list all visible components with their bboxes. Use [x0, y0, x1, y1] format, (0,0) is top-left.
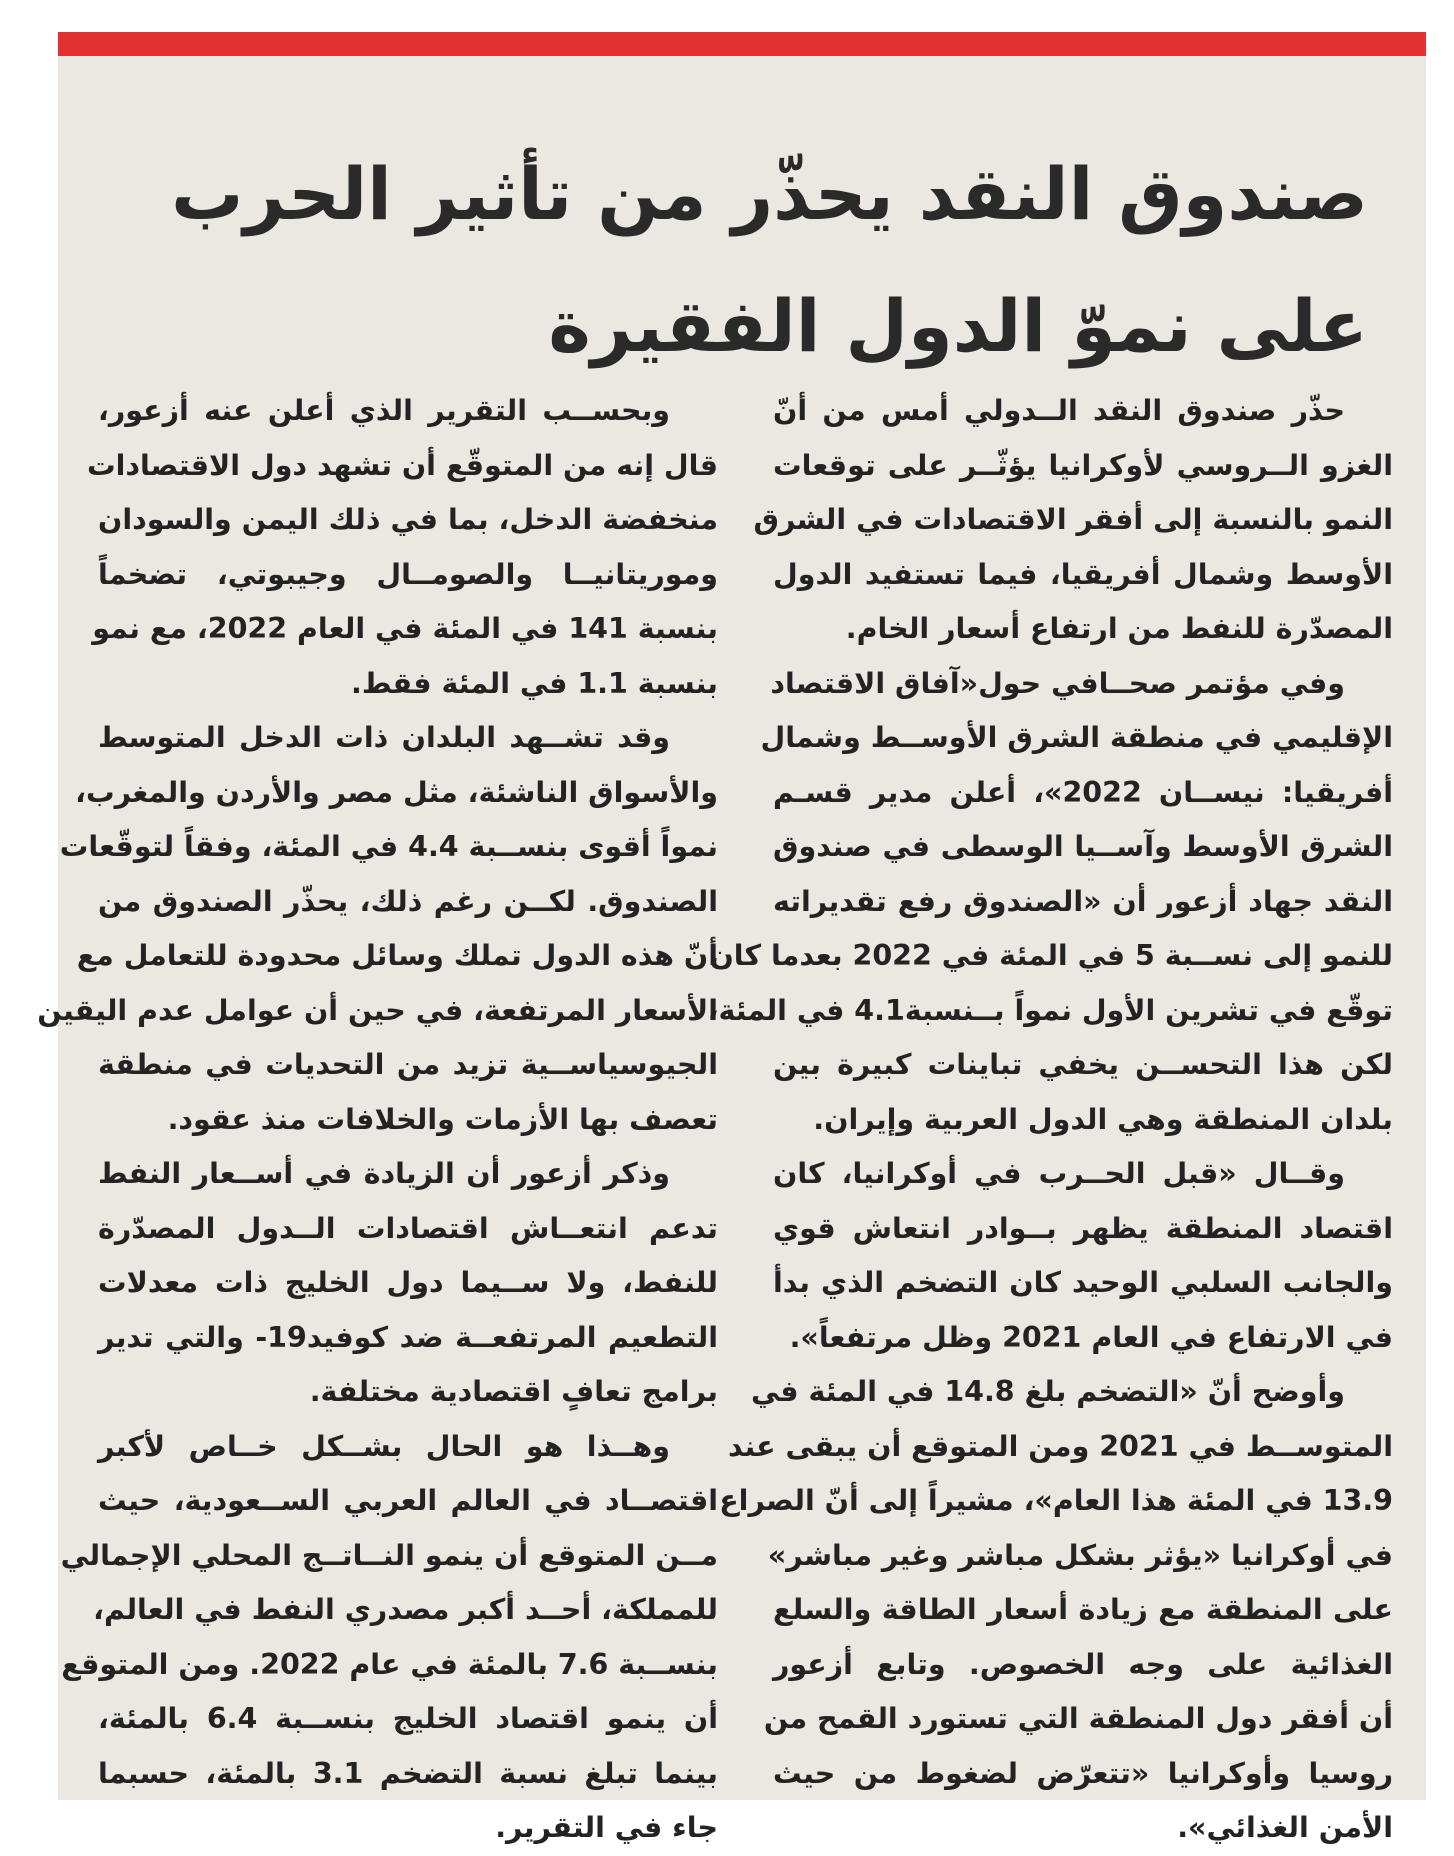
paragraph [719, 1365, 1393, 1856]
text-line: 13.9 في المئة هذا العام»، مشيراً إلى أنّ الصراع [719, 1484, 1393, 1517]
top-red-bar [58, 32, 1426, 56]
text-line: بينما تبلغ نسبة التضخم 3.1 بالمئة، حسبما [98, 1756, 718, 1790]
text-line: تعصف بها الأزمات والخلافات منذ عقود. [167, 1102, 718, 1136]
text-line: في أوكرانيا «يؤثر بشكل مباشر وغير مباشر» [767, 1538, 1393, 1572]
headline-line-2: على نموّ الدول الفقيرة [548, 284, 1368, 368]
text-line: توقّع في تشرين الأول نمواً بــنسبة4.1 في المئة، [707, 993, 1393, 1027]
text-line: أن ينمو اقتصاد الخليج بنســبة 6.4 بالمئة، [98, 1702, 718, 1735]
text-line: النمو بالنسبة إلى أفقر الاقتصادات في الشرق [753, 503, 1393, 536]
text-line: الصندوق. لكــن رغم ذلك، يحذّر الصندوق من [98, 884, 718, 918]
text-line: أنّ هذه الدول تملك وسائل محدودة للتعامل مع [76, 939, 718, 972]
text-line: حذّر صندوق النقد الــدولي أمس من أنّ [773, 394, 1345, 427]
paragraph [98, 1147, 718, 1420]
paragraph [60, 1420, 718, 1856]
text-line: مــن المتوقع أن ينمو النــاتــج المحلي الإجمالي [60, 1538, 718, 1572]
text-line: وقــال «قبل الحــرب في أوكرانيا، كان [773, 1157, 1345, 1190]
paragraph [86, 384, 718, 711]
text-line: الأسعار المرتفعة، في حين أن عوامل عدم اليقين [37, 993, 718, 1027]
text-line: على المنطقة مع زيادة أسعار الطاقة والسلع [773, 1593, 1393, 1626]
text-line: جاء في التقرير. [495, 1811, 718, 1844]
paragraph [773, 1147, 1393, 1365]
text-line: وأوضح أنّ «التضخم بلغ 14.8 في المئة في [751, 1375, 1345, 1408]
text-line: بلدان المنطقة وهي الدول العربية وإيران. [813, 1102, 1393, 1136]
text-line: الأوسط وشمال أفريقيا، فيما تستفيد الدول [773, 557, 1393, 591]
text-line: لكن هذا التحســن يخفي تباينات كبيرة بين [773, 1048, 1393, 1081]
text-line: بنسبة 1.1 في المئة فقط. [351, 666, 718, 700]
text-line: قال إنه من المتوقّع أن تشهد دول الاقتصادات [86, 448, 718, 482]
text-line: الغذائية على وجه الخصوص. وتابع أزعور [773, 1647, 1393, 1681]
text-line: وموريتانيــا والصومــال وجيبوتي، تضخماً [98, 557, 718, 591]
headline-line-1: صندوق النقد يحذّر من تأثير الحرب [171, 152, 1368, 236]
text-line: أن أفقر دول المنطقة التي تستورد القمح من [763, 1702, 1393, 1735]
text-line: والأسواق الناشئة، مثل مصر والأردن والمغرب، [75, 775, 718, 809]
text-line: المصدّرة للنفط من ارتفاع أسعار الخام. [845, 612, 1393, 645]
text-line: في الارتفاع في العام 2021 وظل مرتفعاً». [789, 1320, 1393, 1354]
paragraph [707, 657, 1393, 1148]
text-line: وقد تشــهد البلدان ذات الدخل المتوسط [98, 721, 670, 754]
text-line: الغزو الــروسي لأوكرانيا يؤثّــر على توقعات [773, 448, 1393, 482]
text-line: اقتصاد المنطقة يظهر بــوادر انتعاش قوي [773, 1211, 1393, 1245]
text-line: للنفط، ولا ســيما دول الخليج ذات معدلات [98, 1266, 718, 1299]
text-line: الشرق الأوسط وآســيا الوسطى في صندوق [773, 830, 1393, 863]
article-column-left [37, 384, 718, 1856]
text-line: النقد جهاد أزعور أن «الصندوق رفع تقديراته [773, 884, 1393, 918]
text-line: اقتصــاد في العالم العربي الســعودية، حيث [98, 1484, 718, 1517]
text-line: الأمن الغذائي». [1177, 1811, 1393, 1844]
headline [118, 128, 1368, 392]
text-line: الإقليمي في منطقة الشرق الأوســط وشمال [760, 721, 1393, 754]
text-line: بنسبة 141 في المئة في العام 2022، مع نمو [92, 612, 718, 645]
paragraph [753, 384, 1393, 657]
text-line: للمملكة، أحــد أكبر مصدري النفط في العالم، [93, 1593, 718, 1626]
text-line: وبحســب التقرير الذي أعلن عنه أزعور، [98, 394, 670, 427]
text-line: وفي مؤتمر صحــافي حول«آفاق الاقتصاد [770, 666, 1345, 700]
text-line: برامج تعافٍ اقتصادية مختلفة. [309, 1375, 718, 1408]
text-line: المتوســط في 2021 ومن المتوقع أن يبقى عند [728, 1429, 1393, 1463]
text-line: منخفضة الدخل، بما في ذلك اليمن والسودان [98, 503, 718, 536]
text-line: بنســبة 7.6 بالمئة في عام 2022. ومن المتوقع [61, 1647, 718, 1681]
text-line: تدعم انتعــاش اقتصادات الــدول المصدّرة [98, 1211, 718, 1245]
article-column-right [707, 384, 1393, 1856]
text-line: روسيا وأوكرانيا «تتعرّض لضغوط من حيث [773, 1756, 1393, 1790]
text-line: وهــذا هو الحال بشــكل خــاص لأكبر [98, 1429, 670, 1463]
text-line: الجيوسياســية تزيد من التحديات في منطقة [98, 1048, 718, 1081]
paragraph [37, 711, 718, 1147]
text-line: للنمو إلى نســبة 5 في المئة في 2022 بعدما كان [709, 939, 1393, 972]
newspaper-page [37, 32, 1426, 1844]
text-line: التطعيم المرتفعــة ضد كوفيد19- والتي تدير [98, 1320, 718, 1354]
text-line: نمواً أقوى بنســبة 4.4 في المئة، وفقاً لتوقّعات [59, 830, 718, 863]
text-line: أفريقيا: نيســان 2022»، أعلن مدير قسـم [773, 775, 1393, 809]
text-line: وذكر أزعور أن الزيادة في أســعار النفط [98, 1157, 670, 1190]
text-line: والجانب السلبي الوحيد كان التضخم الذي بدأ [773, 1266, 1393, 1299]
